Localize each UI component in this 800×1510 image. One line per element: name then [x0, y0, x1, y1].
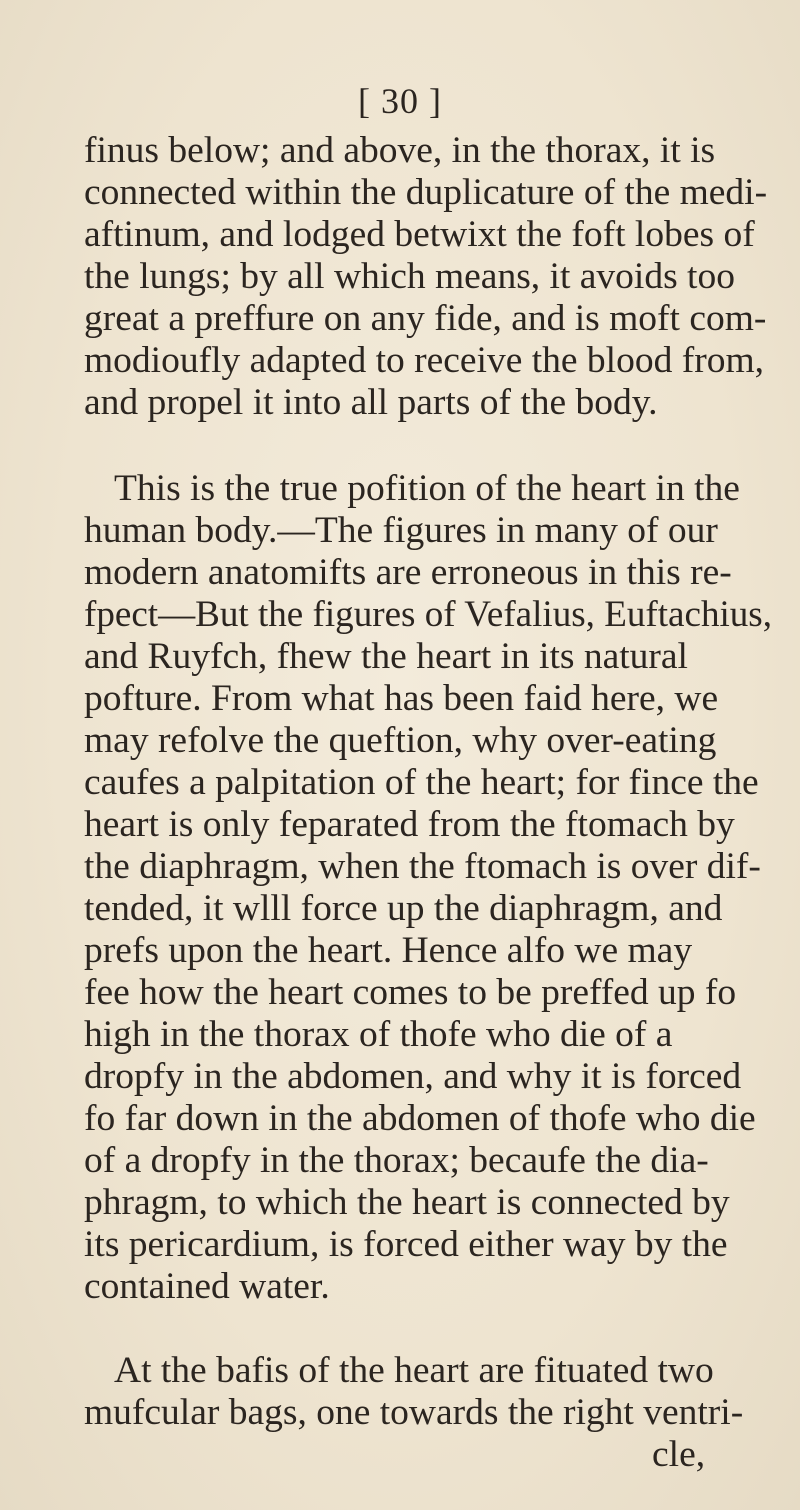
text-line: fee how the heart comes to be preffed up fo — [84, 972, 737, 1013]
text-line: heart is only feparated from the ftomach by — [84, 804, 735, 845]
text-line: high in the thorax of thofe who die of a — [84, 1014, 673, 1055]
text-line: great a preffure on any fide, and is moft com- — [84, 298, 767, 339]
text-line: of a dropfy in the thorax; becaufe the dia- — [84, 1140, 709, 1181]
text-line: its pericardium, is forced either way by the — [84, 1224, 728, 1265]
text-line: fo far down in the abdomen of thofe who die — [84, 1098, 756, 1139]
text-line: prefs upon the heart. Hence alfo we may — [84, 930, 693, 971]
text-line: modern anatomifts are erroneous in this re- — [84, 552, 732, 593]
text-line: phragm, to which the heart is connected by — [84, 1182, 730, 1223]
text-line: the diaphragm, when the ftomach is over dif- — [84, 846, 761, 887]
text-line: and Ruyfch, fhew the heart in its natural — [84, 636, 688, 677]
text-line: contained water. — [84, 1266, 330, 1307]
text-line: dropfy in the abdomen, and why it is forced — [84, 1056, 742, 1097]
text-line: pofture. From what has been faid here, we — [84, 678, 719, 719]
text-line: caufes a palpitation of the heart; for fince the — [84, 762, 759, 803]
page-number: [ 30 ] — [358, 81, 442, 121]
text-line: This is the true pofition of the heart in the — [114, 468, 740, 509]
text-line: tended, it wlll force up the diaphragm, and — [84, 888, 723, 929]
text-line: finus below; and above, in the thorax, it is — [84, 130, 716, 171]
text-line: human body.—The figures in many of our — [84, 510, 718, 551]
text-line: the lungs; by all which means, it avoids too — [84, 256, 735, 297]
text-line: fpect—But the figures of Vefalius, Euftachius, — [84, 594, 773, 635]
text-line: mufcular bags, one towards the right ventri- — [84, 1392, 744, 1433]
text-line: At the bafis of the heart are fituated two — [114, 1350, 714, 1391]
text-line: connected within the duplicature of the medi- — [84, 172, 768, 213]
text-line: aftinum, and lodged betwixt the foft lobes of — [84, 214, 755, 255]
text-line: and propel it into all parts of the body. — [84, 382, 658, 423]
catchword: cle, — [652, 1434, 706, 1475]
text-line: may refolve the queftion, why over-eating — [84, 720, 717, 761]
text-line: modioufly adapted to receive the blood from, — [84, 340, 764, 381]
